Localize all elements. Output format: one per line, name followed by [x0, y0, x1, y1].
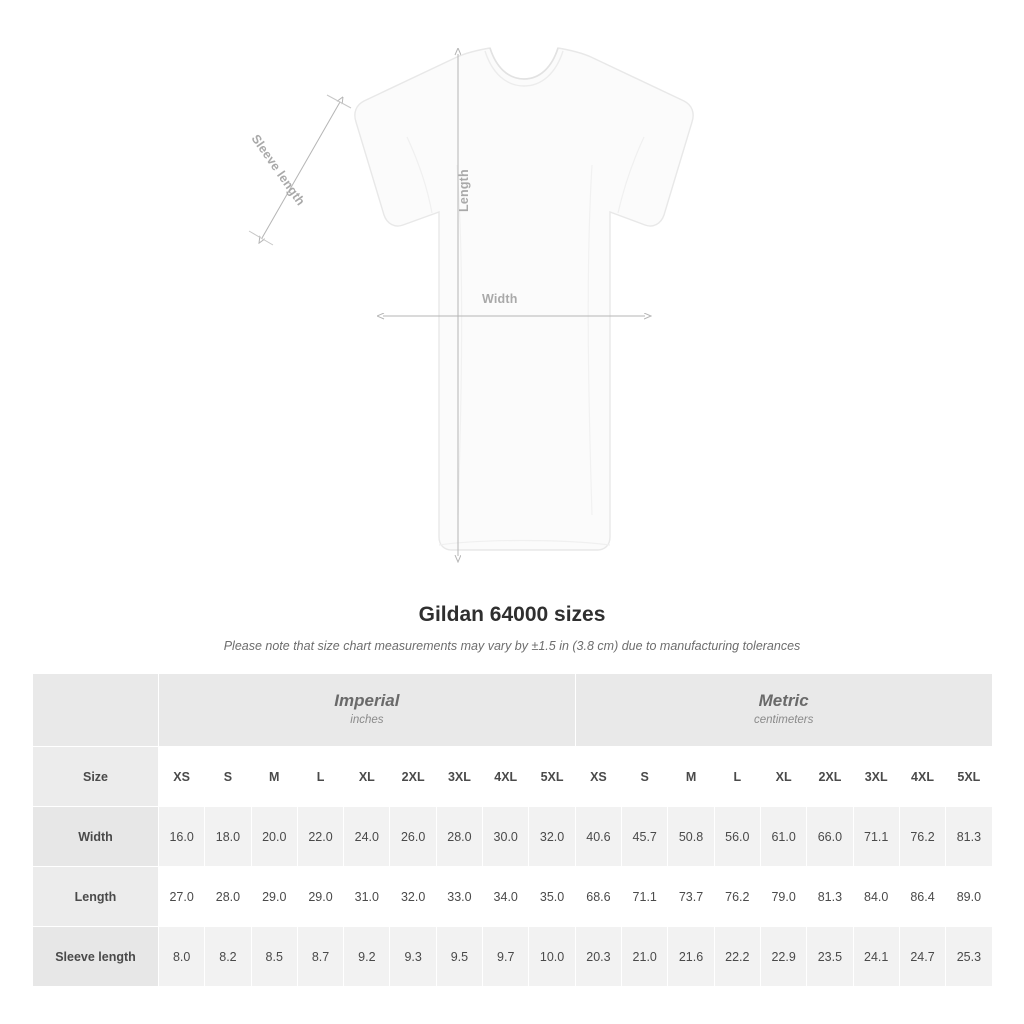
cell-length-metric-3xl: 84.0	[853, 867, 899, 927]
cell-sleeve-metric-xs: 20.3	[575, 927, 621, 987]
unit-header-corner	[33, 674, 159, 747]
column-header-imperial-m: M	[251, 747, 297, 807]
column-header-metric-s: S	[622, 747, 668, 807]
cell-length-imperial-5xl: 35.0	[529, 867, 575, 927]
row-header-sleeve-length: Sleeve length	[33, 927, 159, 987]
cell-length-metric-2xl: 81.3	[807, 867, 853, 927]
column-header-imperial-l: L	[297, 747, 343, 807]
cell-sleeve-imperial-m: 8.5	[251, 927, 297, 987]
sleeve-length-dimension-label: Sleeve length	[248, 132, 308, 209]
cell-width-metric-xl: 61.0	[760, 807, 806, 867]
length-dimension-label: Length	[457, 169, 471, 212]
cell-sleeve-metric-m: 21.6	[668, 927, 714, 987]
cell-sleeve-imperial-l: 8.7	[297, 927, 343, 987]
column-header-metric-l: L	[714, 747, 760, 807]
column-header-metric-5xl: 5XL	[946, 747, 992, 807]
column-header-metric-4xl: 4XL	[899, 747, 945, 807]
tolerance-note: Please note that size chart measurements may vary by ±1.5 in (3.8 cm) due to manufacturing tolerances	[223, 639, 801, 653]
unit-group-metric-name: Metric	[758, 691, 809, 711]
cell-width-metric-m: 50.8	[668, 807, 714, 867]
cell-length-imperial-4xl: 34.0	[483, 867, 529, 927]
cell-length-imperial-l: 29.0	[297, 867, 343, 927]
cell-width-metric-s: 45.7	[622, 807, 668, 867]
cell-sleeve-metric-4xl: 24.7	[899, 927, 945, 987]
width-dimension-label: Width	[482, 292, 518, 306]
cell-length-imperial-2xl: 32.0	[390, 867, 436, 927]
column-header-imperial-2xl: 2XL	[390, 747, 436, 807]
cell-width-imperial-4xl: 30.0	[483, 807, 529, 867]
cell-sleeve-metric-5xl: 25.3	[946, 927, 992, 987]
column-header-metric-xl: XL	[760, 747, 806, 807]
cell-sleeve-metric-2xl: 23.5	[807, 927, 853, 987]
column-header-metric-2xl: 2XL	[807, 747, 853, 807]
table-row-width	[33, 807, 993, 867]
cell-width-imperial-xl: 24.0	[344, 807, 390, 867]
unit-group-imperial	[159, 674, 576, 747]
size-header-row	[33, 747, 993, 807]
cell-length-metric-xl: 79.0	[760, 867, 806, 927]
cell-sleeve-metric-3xl: 24.1	[853, 927, 899, 987]
column-header-imperial-xs: XS	[159, 747, 205, 807]
cell-width-imperial-5xl: 32.0	[529, 807, 575, 867]
cell-width-imperial-xs: 16.0	[159, 807, 205, 867]
column-header-metric-xs: XS	[575, 747, 621, 807]
cell-length-metric-l: 76.2	[714, 867, 760, 927]
cell-width-metric-l: 56.0	[714, 807, 760, 867]
cell-sleeve-imperial-2xl: 9.3	[390, 927, 436, 987]
column-header-metric-m: M	[668, 747, 714, 807]
cell-width-metric-4xl: 76.2	[899, 807, 945, 867]
unit-group-metric-unit: centimeters	[753, 713, 814, 726]
cell-sleeve-imperial-xl: 9.2	[344, 927, 390, 987]
table-row-length	[33, 867, 993, 927]
table-row-sleeve-length	[33, 927, 993, 987]
cell-length-metric-m: 73.7	[668, 867, 714, 927]
cell-width-imperial-m: 20.0	[251, 807, 297, 867]
cell-width-metric-3xl: 71.1	[853, 807, 899, 867]
cell-length-metric-xs: 68.6	[575, 867, 621, 927]
cell-sleeve-imperial-3xl: 9.5	[436, 927, 482, 987]
cell-sleeve-imperial-5xl: 10.0	[529, 927, 575, 987]
row-header-length: Length	[33, 867, 159, 927]
cell-length-metric-5xl: 89.0	[946, 867, 992, 927]
column-header-imperial-5xl: 5XL	[529, 747, 575, 807]
cell-width-metric-5xl: 81.3	[946, 807, 992, 867]
column-header-imperial-3xl: 3XL	[436, 747, 482, 807]
cell-sleeve-imperial-xs: 8.0	[159, 927, 205, 987]
cell-length-imperial-xl: 31.0	[344, 867, 390, 927]
cell-length-metric-s: 71.1	[622, 867, 668, 927]
cell-sleeve-metric-s: 21.0	[622, 927, 668, 987]
cell-width-imperial-s: 18.0	[205, 807, 251, 867]
cell-length-imperial-3xl: 33.0	[436, 867, 482, 927]
cell-width-metric-xs: 40.6	[575, 807, 621, 867]
title-block	[0, 603, 1024, 653]
unit-header-row	[33, 674, 993, 747]
cell-sleeve-metric-xl: 22.9	[760, 927, 806, 987]
column-header-imperial-xl: XL	[344, 747, 390, 807]
cell-length-metric-4xl: 86.4	[899, 867, 945, 927]
cell-width-imperial-2xl: 26.0	[390, 807, 436, 867]
cell-sleeve-imperial-s: 8.2	[205, 927, 251, 987]
cell-sleeve-metric-l: 22.2	[714, 927, 760, 987]
page-title: Gildan 64000 sizes	[418, 603, 606, 626]
unit-group-imperial-unit: inches	[350, 713, 384, 726]
cell-length-imperial-s: 28.0	[205, 867, 251, 927]
cell-width-imperial-3xl: 28.0	[436, 807, 482, 867]
cell-sleeve-imperial-4xl: 9.7	[483, 927, 529, 987]
cell-length-imperial-m: 29.0	[251, 867, 297, 927]
unit-group-imperial-name: Imperial	[334, 691, 400, 711]
cell-width-metric-2xl: 66.0	[807, 807, 853, 867]
size-chart-table-wrapper	[32, 673, 992, 987]
unit-group-metric	[575, 674, 992, 747]
cell-length-imperial-xs: 27.0	[159, 867, 205, 927]
column-header-imperial-4xl: 4XL	[483, 747, 529, 807]
cell-width-imperial-l: 22.0	[297, 807, 343, 867]
row-header-size: Size	[33, 747, 159, 807]
size-chart-table	[32, 673, 993, 987]
column-header-imperial-s: S	[205, 747, 251, 807]
row-header-width: Width	[33, 807, 159, 867]
column-header-metric-3xl: 3XL	[853, 747, 899, 807]
